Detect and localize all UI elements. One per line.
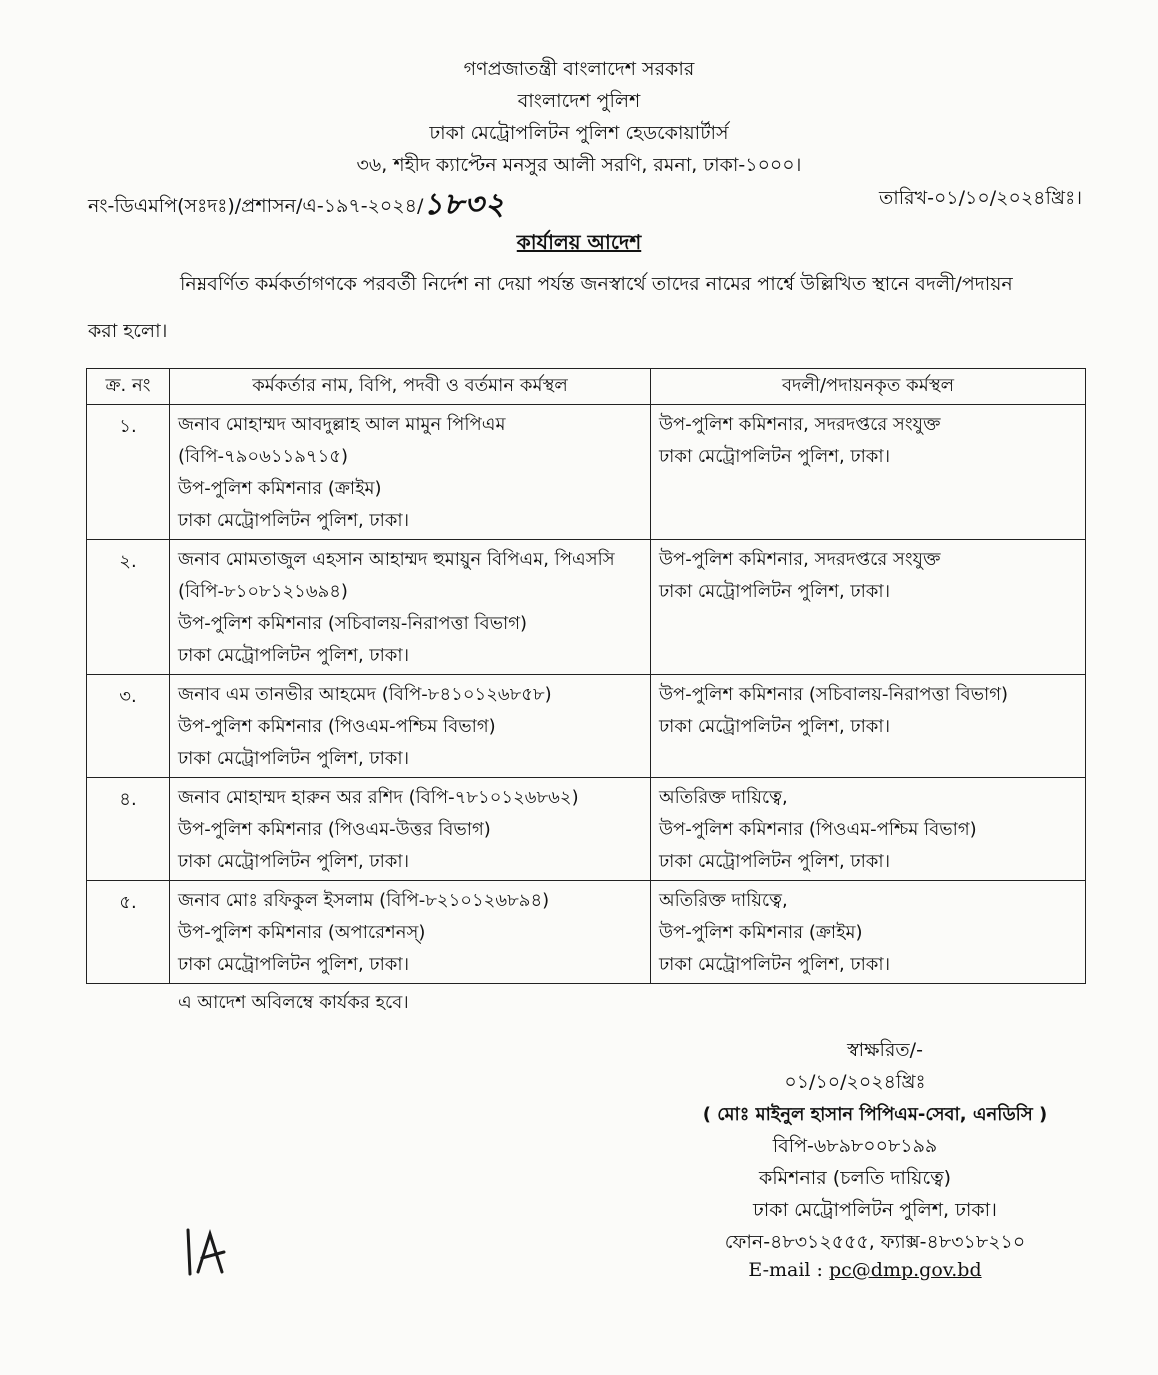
row-serial: ৪.	[87, 778, 170, 881]
signature-date: ০১/১০/২০২৪খ্রিঃ	[784, 1071, 926, 1093]
row-new-posting	[651, 881, 1086, 984]
row-current-posting	[170, 405, 651, 540]
signature-phone-fax: ফোন-৪৮৩১২৫৫৫, ফ্যাক্স-৪৮৩১৮২১০	[724, 1231, 1026, 1253]
row-current-line: উপ-পুলিশ কমিশনার (সচিবালয়-নিরাপত্তা বিভাগ)	[178, 613, 528, 634]
row-current-line: উপ-পুলিশ কমিশনার (অপারেশনস্)	[178, 922, 426, 943]
memo-reference	[88, 178, 505, 229]
row-current-line: জনাব মোহাম্মদ হারুন অর রশিদ (বিপি-৭৮১০১২৬৮৬২)	[178, 787, 579, 808]
row-current-posting	[170, 881, 651, 984]
email-label: E-mail :	[748, 1259, 829, 1281]
row-current-line: ঢাকা মেট্রোপলিটন পুলিশ, ঢাকা।	[178, 851, 410, 872]
transfer-table	[86, 368, 1086, 984]
col-header-posting: বদলী/পদায়নকৃত কর্মস্থল	[651, 369, 1086, 405]
row-current-line: জনাব মোমতাজুল এহসান আহাম্মদ হুমায়ুন বিপিএম, পিএসসি	[178, 549, 615, 570]
email-link[interactable]: pc@dmp.gov.bd	[828, 1259, 982, 1281]
table-row	[87, 540, 1086, 675]
row-current-line: জনাব মোহাম্মদ আবদুল্লাহ আল মামুন পিপিএম	[178, 414, 506, 435]
row-current-line: ঢাকা মেট্রোপলিটন পুলিশ, ঢাকা।	[178, 748, 410, 769]
row-posting-line: উপ-পুলিশ কমিশনার, সদরদপ্তরে সংযুক্ত	[659, 549, 941, 570]
row-new-posting	[651, 778, 1086, 881]
row-current-line: (বিপি-৮১০৮১২১৬৯৪)	[178, 581, 348, 602]
signature-designation: কমিশনার (চলতি দায়িত্বে)	[758, 1167, 952, 1189]
row-serial: ১.	[87, 405, 170, 540]
memo-reference-printed: নং-ডিএমপি(সঃদঃ)/প্রশাসন/এ-১৯৭-২০২৪/	[88, 195, 424, 217]
row-current-line: ঢাকা মেট্রোপলিটন পুলিশ, ঢাকা।	[178, 510, 410, 531]
row-current-posting	[170, 540, 651, 675]
signature-office: ঢাকা মেট্রোপলিটন পুলিশ, ঢাকা।	[753, 1199, 997, 1221]
signature-email	[620, 1259, 1110, 1281]
row-current-line: ঢাকা মেট্রোপলিটন পুলিশ, ঢাকা।	[178, 645, 410, 666]
col-header-serial: ক্র. নং	[87, 369, 170, 405]
row-current-line: ঢাকা মেট্রোপলিটন পুলিশ, ঢাকা।	[178, 954, 410, 975]
row-serial: ৩.	[87, 675, 170, 778]
table-row	[87, 675, 1086, 778]
row-posting-line: অতিরিক্ত দায়িত্বে,	[659, 787, 788, 808]
row-current-line: উপ-পুলিশ কমিশনার (ক্রাইম)	[178, 478, 382, 499]
handwritten-initials	[178, 1222, 238, 1286]
row-serial: ২.	[87, 540, 170, 675]
row-posting-line: ঢাকা মেট্রোপলিটন পুলিশ, ঢাকা।	[659, 716, 891, 737]
row-posting-line: ঢাকা মেট্রোপলিটন পুলিশ, ঢাকা।	[659, 851, 891, 872]
row-posting-line: ঢাকা মেট্রোপলিটন পুলিশ, ঢাকা।	[659, 954, 891, 975]
row-new-posting	[651, 540, 1086, 675]
header-address: ৩৬, শহীদ ক্যাপ্টেন মনসুর আলী সরণি, রমনা, ঢাকা-১০০০।	[356, 154, 802, 176]
row-posting-line: উপ-পুলিশ কমিশনার (পিওএম-পশ্চিম বিভাগ)	[659, 819, 977, 840]
row-posting-line: উপ-পুলিশ কমিশনার (সচিবালয়-নিরাপত্তা বিভাগ)	[659, 684, 1009, 705]
signature-signed: স্বাক্ষরিত/-	[847, 1039, 923, 1061]
row-current-line: উপ-পুলিশ কমিশনার (পিওএম-পশ্চিম বিভাগ)	[178, 716, 496, 737]
initials-mark	[178, 1222, 238, 1282]
effect-statement: এ আদেশ অবিলম্বে কার্যকর হবে।	[178, 992, 409, 1013]
row-current-line: উপ-পুলিশ কমিশনার (পিওএম-উত্তর বিভাগ)	[178, 819, 491, 840]
row-posting-line: ঢাকা মেট্রোপলিটন পুলিশ, ঢাকা।	[659, 446, 891, 467]
row-current-posting	[170, 675, 651, 778]
intro-text-line2: করা হলো।	[88, 320, 168, 342]
row-new-posting	[651, 675, 1086, 778]
signature-name: ( মোঃ মাইনুল হাসান পিপিএম-সেবা, এনডিসি )	[702, 1104, 1048, 1125]
row-new-posting	[651, 405, 1086, 540]
row-serial: ৫.	[87, 881, 170, 984]
header-govt: গণপ্রজাতন্ত্রী বাংলাদেশ সরকার	[463, 58, 695, 80]
memo-date: তারিখ-০১/১০/২০২৪খ্রিঃ।	[878, 187, 1082, 209]
row-current-line: জনাব মোঃ রফিকুল ইসলাম (বিপি-৮২১০১২৬৮৯৪)	[178, 890, 550, 911]
row-current-line: (বিপি-৭৯০৬১১৯৭১৫)	[178, 446, 348, 467]
row-posting-line: অতিরিক্ত দায়িত্বে,	[659, 890, 788, 911]
row-posting-line: উপ-পুলিশ কমিশনার, সদরদপ্তরে সংযুক্ত	[659, 414, 941, 435]
table-header-row	[87, 369, 1086, 405]
table-row	[87, 405, 1086, 540]
intro-text-line1: নিম্নবর্ণিত কর্মকর্তাগণকে পরবর্তী নির্দেশ না দেয়া পর্যন্ত জনস্বার্থে তাদের নামের পার্শ্বে উল্লিখিত স্থানে বদলী/পদায়ন	[180, 273, 1013, 295]
order-title: কার্যালয় আদেশ	[516, 230, 642, 254]
signature-bp: বিপি-৬৮৯৮০০৮১৯৯	[772, 1135, 938, 1157]
header-dmp-hq: ঢাকা মেট্রোপলিটন পুলিশ হেডকোয়ার্টার্স	[429, 122, 729, 144]
row-posting-line: ঢাকা মেট্রোপলিটন পুলিশ, ঢাকা।	[659, 581, 891, 602]
row-current-posting	[170, 778, 651, 881]
header-police: বাংলাদেশ পুলিশ	[517, 90, 641, 112]
row-posting-line: উপ-পুলিশ কমিশনার (ক্রাইম)	[659, 922, 863, 943]
table-row	[87, 778, 1086, 881]
col-header-current: কর্মকর্তার নাম, বিপি, পদবী ও বর্তমান কর্মস্থল	[170, 369, 651, 405]
table-row	[87, 881, 1086, 984]
row-current-line: জনাব এম তানভীর আহমেদ (বিপি-৮৪১০১২৬৮৫৮)	[178, 684, 552, 705]
memo-reference-handwritten: ১৮৩২	[423, 187, 506, 222]
